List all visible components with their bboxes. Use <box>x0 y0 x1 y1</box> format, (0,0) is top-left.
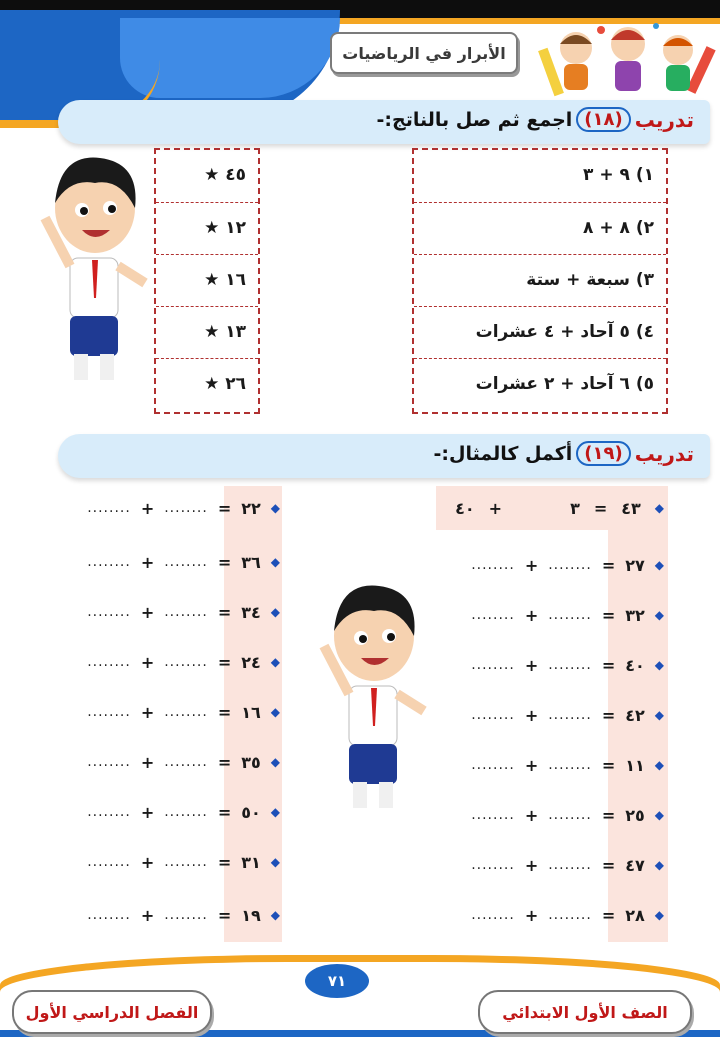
table-row: ◆ ٤٢ = ........ + ........ <box>471 705 664 725</box>
answer-item[interactable]: ١٦ ★ <box>156 254 258 305</box>
blank-field[interactable]: ........ <box>87 500 131 516</box>
exercise-18-answers-box <box>154 148 260 414</box>
diamond-bullet-icon: ◆ <box>654 908 664 922</box>
blank-field[interactable]: ........ <box>471 607 515 623</box>
blank-field[interactable]: ........ <box>471 757 515 773</box>
grade-label: الصف الأول الابتدائي <box>478 990 692 1034</box>
blank-field[interactable]: ........ <box>87 704 131 720</box>
table-row: ◆ ٢٤ = ........ + ........ <box>87 652 280 672</box>
page-number: ٧١ <box>305 964 369 998</box>
diamond-bullet-icon: ◆ <box>654 758 664 772</box>
blank-field[interactable]: ........ <box>87 754 131 770</box>
exercise-tag: تدريب <box>634 441 694 466</box>
answer-item[interactable]: ١٢ ★ <box>156 202 258 253</box>
diamond-bullet-icon: ◆ <box>270 705 280 719</box>
table-row: ◆ ٢٢ = ........ + ........ <box>87 498 280 518</box>
list-item: ٤) ٥ آحاد + ٤ عشرات <box>414 306 666 357</box>
diamond-bullet-icon: ◆ <box>654 501 664 515</box>
blank-field[interactable]: ........ <box>548 557 592 573</box>
blank-field[interactable]: ........ <box>471 807 515 823</box>
blank-field[interactable]: ........ <box>471 557 515 573</box>
blank-field[interactable]: ........ <box>87 804 131 820</box>
term-label: الفصل الدراسي الأول <box>12 990 212 1034</box>
blank-field[interactable]: ........ <box>164 654 208 670</box>
answer-item[interactable]: ٢٦ ★ <box>156 358 258 409</box>
table-row: ◆ ١١ = ........ + ........ <box>471 755 664 775</box>
blank-field[interactable]: ........ <box>548 657 592 673</box>
blank-field[interactable]: ........ <box>164 754 208 770</box>
table-row: ◆ ٥٠ = ........ + ........ <box>87 802 280 822</box>
blank-field[interactable]: ........ <box>548 607 592 623</box>
table-row: ◆ ٤٧ = ........ + ........ <box>471 855 664 875</box>
table-row: ◆ ٣٤ = ........ + ........ <box>87 602 280 622</box>
blank-field[interactable]: ........ <box>471 907 515 923</box>
blank-field[interactable]: ........ <box>87 854 131 870</box>
blank-field[interactable]: ........ <box>164 804 208 820</box>
table-row: ◆ ٤٠ = ........ + ........ <box>471 655 664 675</box>
left-exercise-rows <box>56 486 280 942</box>
blank-field[interactable]: ........ <box>164 604 208 620</box>
diamond-bullet-icon: ◆ <box>654 858 664 872</box>
blank-field[interactable]: ........ <box>548 907 592 923</box>
diamond-bullet-icon: ◆ <box>270 605 280 619</box>
list-item: ٥) ٦ آحاد + ٢ عشرات <box>414 358 666 409</box>
list-item: ١) ٩ + ٣ <box>583 165 654 185</box>
blank-field[interactable]: ........ <box>164 500 208 516</box>
table-row: ◆ ٣٥ = ........ + ........ <box>87 752 280 772</box>
answer-item[interactable]: ٤٥ ★ <box>204 165 246 185</box>
diamond-bullet-icon: ◆ <box>654 558 664 572</box>
blank-field[interactable]: ........ <box>471 657 515 673</box>
exercise-18-problems-box <box>412 148 668 414</box>
exercise-tag: تدريب <box>634 107 694 132</box>
kids-with-pencils-illustration <box>536 18 716 98</box>
list-item: ٣) سبعة + ستة <box>414 254 666 305</box>
diamond-bullet-icon: ◆ <box>270 755 280 769</box>
diamond-bullet-icon: ◆ <box>270 655 280 669</box>
blank-field[interactable]: ........ <box>87 907 131 923</box>
boy-cartoon-illustration <box>318 576 430 816</box>
blank-field[interactable]: ........ <box>87 604 131 620</box>
diamond-bullet-icon: ◆ <box>270 501 280 515</box>
blank-field[interactable]: ........ <box>164 704 208 720</box>
diamond-bullet-icon: ◆ <box>270 805 280 819</box>
table-row: ◆ ٣٦ = ........ + ........ <box>87 552 280 572</box>
blank-field[interactable]: ........ <box>164 907 208 923</box>
blank-field[interactable]: ........ <box>87 654 131 670</box>
exercise-instruction: أكمل كالمثال:- <box>433 442 573 465</box>
table-row: ◆ ١٦ = ........ + ........ <box>87 702 280 722</box>
table-row: ◆ ٢٧ = ........ + ........ <box>471 555 664 575</box>
table-row: ◆ ١٩ = ........ + ........ <box>87 905 280 925</box>
blank-field[interactable]: ........ <box>87 554 131 570</box>
diamond-bullet-icon: ◆ <box>654 608 664 622</box>
list-item: ٢) ٨ + ٨ <box>414 202 666 253</box>
exercise-number: (١٨) <box>576 107 630 132</box>
exercise-number: (١٩) <box>576 441 630 466</box>
exercise-19-header <box>58 434 710 478</box>
blank-field[interactable]: ........ <box>548 857 592 873</box>
book-title: الأبرار في الرياضيات <box>330 32 518 74</box>
blank-field[interactable]: ........ <box>548 757 592 773</box>
table-row: ◆ ٢٥ = ........ + ........ <box>471 805 664 825</box>
boy-cartoon-illustration <box>40 148 150 388</box>
exercise-instruction: اجمع ثم صل بالناتج:- <box>376 108 573 131</box>
blank-field[interactable]: ........ <box>164 554 208 570</box>
diamond-bullet-icon: ◆ <box>654 658 664 672</box>
example-row: ◆ ٤٣ = ٣ + ٤٠ <box>455 498 664 518</box>
blank-field[interactable]: ........ <box>548 707 592 723</box>
diamond-bullet-icon: ◆ <box>270 855 280 869</box>
exercise-18-header <box>58 100 710 144</box>
diamond-bullet-icon: ◆ <box>270 908 280 922</box>
blank-field[interactable]: ........ <box>548 807 592 823</box>
blank-field[interactable]: ........ <box>471 857 515 873</box>
diamond-bullet-icon: ◆ <box>654 708 664 722</box>
blank-field[interactable]: ........ <box>471 707 515 723</box>
table-row: ◆ ٢٨ = ........ + ........ <box>471 905 664 925</box>
diamond-bullet-icon: ◆ <box>654 808 664 822</box>
blank-field[interactable]: ........ <box>164 854 208 870</box>
diamond-bullet-icon: ◆ <box>270 555 280 569</box>
table-row: ◆ ٣٢ = ........ + ........ <box>471 605 664 625</box>
answer-item[interactable]: ١٣ ★ <box>156 306 258 357</box>
right-exercise-rows <box>440 540 664 940</box>
table-row: ◆ ٣١ = ........ + ........ <box>87 852 280 872</box>
